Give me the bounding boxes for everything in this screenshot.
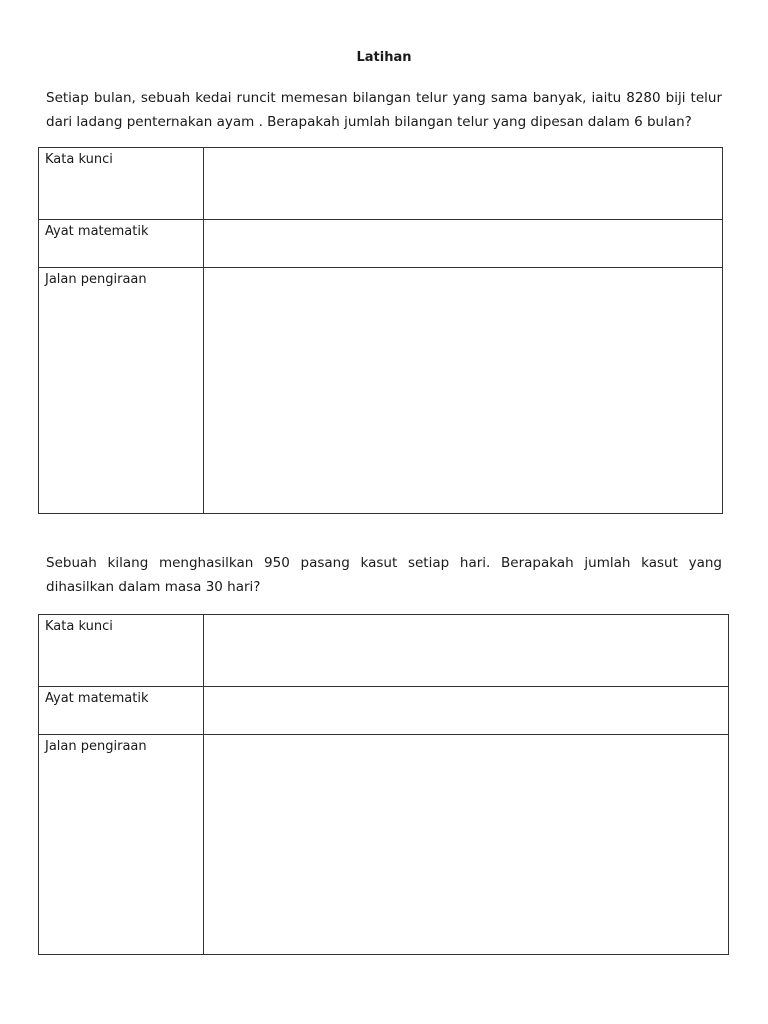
question-1-answer-table bbox=[38, 147, 723, 514]
kata-kunci-label: Kata kunci bbox=[39, 148, 204, 220]
page-title: Latihan bbox=[356, 50, 412, 65]
ayat-matematik-answer-cell[interactable] bbox=[204, 220, 723, 268]
question-2-text: Sebuah kilang menghasilkan 950 pasang kasut setiap hari. Berapakah jumlah kasut yang dihasilkan dalam masa 30 hari? bbox=[46, 555, 722, 595]
ayat-matematik-label: Ayat matematik bbox=[39, 687, 204, 735]
kata-kunci-label: Kata kunci bbox=[39, 615, 204, 687]
jalan-pengiraan-label: Jalan pengiraan bbox=[39, 268, 204, 514]
ayat-matematik-answer-cell[interactable] bbox=[204, 687, 729, 735]
ayat-matematik-row bbox=[39, 220, 723, 268]
jalan-pengiraan-row bbox=[39, 735, 729, 955]
question-2-answer-table bbox=[38, 614, 729, 955]
jalan-pengiraan-row bbox=[39, 268, 723, 514]
kata-kunci-row bbox=[39, 615, 729, 687]
question-1-text: Setiap bulan, sebuah kedai runcit memesan bilangan telur yang sama banyak, iaitu 8280 biji telur dari ladang penternakan ayam . Berapakah jumlah bilangan telur yang dipesan dalam 6 bulan? bbox=[46, 90, 722, 130]
jalan-pengiraan-answer-cell[interactable] bbox=[204, 268, 723, 514]
kata-kunci-answer-cell[interactable] bbox=[204, 148, 723, 220]
jalan-pengiraan-label: Jalan pengiraan bbox=[39, 735, 204, 955]
kata-kunci-answer-cell[interactable] bbox=[204, 615, 729, 687]
ayat-matematik-row bbox=[39, 687, 729, 735]
ayat-matematik-label: Ayat matematik bbox=[39, 220, 204, 268]
kata-kunci-row bbox=[39, 148, 723, 220]
jalan-pengiraan-answer-cell[interactable] bbox=[204, 735, 729, 955]
